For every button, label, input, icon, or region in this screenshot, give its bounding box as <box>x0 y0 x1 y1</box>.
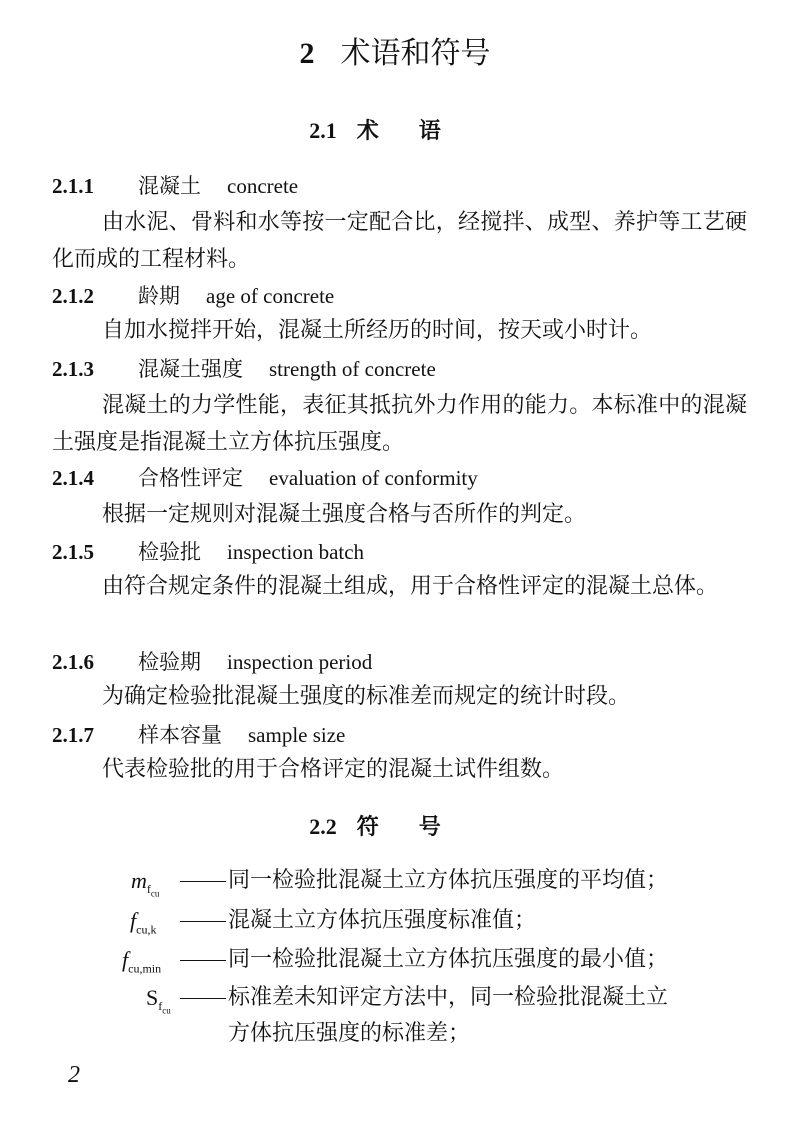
symbol: $f_{cu,k}$ <box>130 908 157 937</box>
symbol-row <box>0 866 790 898</box>
chapter-number: 2 <box>299 37 315 70</box>
em-dash <box>180 960 226 961</box>
term-heading <box>52 355 436 383</box>
term-name-cn: 合格性评定 <box>138 466 243 490</box>
term-number: 2.1.1 <box>52 174 94 198</box>
term-definition: 代表检验批的用于合格评定的混凝土试件组数。 <box>102 757 565 782</box>
symbol-row <box>0 945 790 977</box>
term-name-cn: 龄期 <box>138 284 180 308</box>
term-number: 2.1.6 <box>52 650 94 674</box>
term-heading <box>52 282 334 310</box>
em-dash <box>180 881 226 882</box>
page-number: 2 <box>68 1062 80 1088</box>
term-name-en: age of concrete <box>206 284 335 308</box>
term-heading <box>52 721 345 749</box>
term-heading <box>52 648 372 676</box>
term-definition: 为确定检验批混凝土强度的标准差而规定的统计时段。 <box>102 684 631 709</box>
term-number: 2.1.7 <box>52 723 94 747</box>
term-number: 2.1.4 <box>52 466 94 490</box>
term-definition: 自加水搅拌开始，混凝土所经历的时间，按天或小时计。 <box>102 318 653 343</box>
term-name-cn: 混凝土 <box>138 174 201 198</box>
term-number: 2.1.3 <box>52 357 94 381</box>
section-title-text: 术语 <box>356 118 481 144</box>
term-name-cn: 样本容量 <box>138 723 222 747</box>
term-definition: 混凝土的力学性能，表征其抵抗外力作用的能力。本标准中的混凝土强度是指混凝土立方体抗压强度。 <box>52 393 747 455</box>
term-number: 2.1.5 <box>52 540 94 564</box>
symbol-description-continuation: 方体抗压强度的标准差； <box>228 1021 471 1046</box>
term-name-en: concrete <box>227 174 299 198</box>
term-name-en: inspection period <box>227 650 373 674</box>
em-dash <box>180 921 226 922</box>
term-name-cn: 混凝土强度 <box>138 357 243 381</box>
term-name-en: sample size <box>248 723 346 747</box>
term-name-en: evaluation of conformity <box>269 466 478 490</box>
symbol: $S_{f_{cu}}$ <box>146 985 171 1016</box>
term-heading <box>52 172 298 200</box>
term-number: 2.1.2 <box>52 284 94 308</box>
chapter-title <box>0 32 790 76</box>
term-definition: 根据一定规则对混凝土强度合格与否所作的判定。 <box>102 502 587 527</box>
symbol-description: 同一检验批混凝土立方体抗压强度的最小值； <box>180 945 668 975</box>
term-name-cn: 检验批 <box>138 540 201 564</box>
symbol-row <box>0 906 790 938</box>
term-heading <box>52 464 478 492</box>
term-heading <box>52 538 364 566</box>
symbol-description: 标准差未知评定方法中，同一检验批混凝土立 <box>180 983 668 1013</box>
symbol-description: 混凝土立方体抗压强度标准值； <box>180 906 536 936</box>
em-dash <box>180 998 226 999</box>
section-number: 2.2 <box>309 814 337 839</box>
section-number: 2.1 <box>309 118 337 143</box>
symbol: $m_{f_{cu}}$ <box>131 868 160 899</box>
symbol-row <box>0 983 790 1015</box>
term-name-en: strength of concrete <box>269 357 436 381</box>
term-name-en: inspection batch <box>227 540 365 564</box>
symbol: $f_{cu,min}$ <box>122 947 162 976</box>
term-definition: 由符合规定条件的混凝土组成，用于合格性评定的混凝土总体。 <box>102 574 719 599</box>
chapter-title-text: 术语和符号 <box>340 36 491 71</box>
section-title-terms <box>0 116 790 146</box>
term-name-cn: 检验期 <box>138 650 201 674</box>
section-title-text: 符号 <box>356 814 481 840</box>
section-title-symbols <box>0 812 790 842</box>
symbol-description: 同一检验批混凝土立方体抗压强度的平均值； <box>180 866 668 896</box>
term-definition: 由水泥、骨料和水等按一定配合比，经搅拌、成型、养护等工艺硬化而成的工程材料。 <box>52 210 747 272</box>
